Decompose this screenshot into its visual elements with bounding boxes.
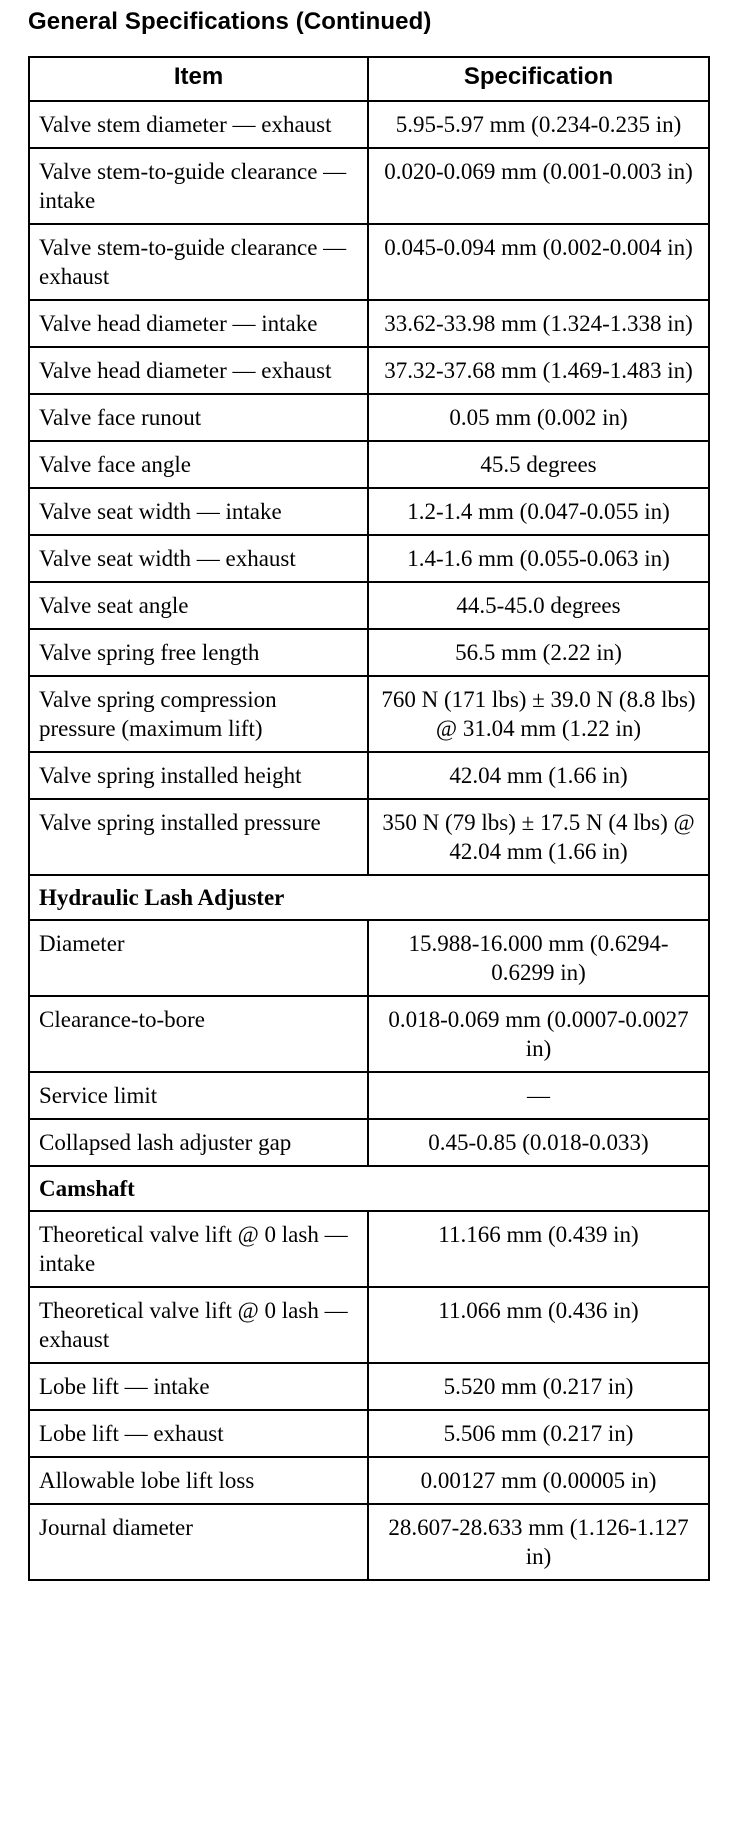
specification-cell: 56.5 mm (2.22 in) [368, 629, 709, 676]
specification-cell: 5.506 mm (0.217 in) [368, 1410, 709, 1457]
table-row [29, 920, 709, 996]
item-cell: Valve spring installed pressure [29, 799, 368, 875]
table-row [29, 1410, 709, 1457]
specification-cell: 350 N (79 lbs) ± 17.5 N (4 lbs) @ 42.04 mm (1.66 in) [368, 799, 709, 875]
item-cell: Valve stem-to-guide clearance — intake [29, 148, 368, 224]
specification-cell: 0.05 mm (0.002 in) [368, 394, 709, 441]
item-cell: Lobe lift — intake [29, 1363, 368, 1410]
specification-cell: 0.018-0.069 mm (0.0007-0.0027 in) [368, 996, 709, 1072]
item-cell: Lobe lift — exhaust [29, 1410, 368, 1457]
table-header-row [29, 57, 709, 101]
column-header-item: Item [29, 57, 368, 101]
table-row [29, 300, 709, 347]
table-row [29, 1457, 709, 1504]
specification-cell: 11.166 mm (0.439 in) [368, 1211, 709, 1287]
table-row [29, 1287, 709, 1363]
item-cell: Diameter [29, 920, 368, 996]
table-row [29, 629, 709, 676]
item-cell: Allowable lobe lift loss [29, 1457, 368, 1504]
item-cell: Valve seat width — exhaust [29, 535, 368, 582]
item-cell: Valve seat angle [29, 582, 368, 629]
column-header-specification: Specification [368, 57, 709, 101]
specification-cell: 0.00127 mm (0.00005 in) [368, 1457, 709, 1504]
table-row [29, 101, 709, 148]
table-row [29, 1072, 709, 1119]
specification-cell: 33.62-33.98 mm (1.324-1.338 in) [368, 300, 709, 347]
table-row [29, 1211, 709, 1287]
specification-cell: 760 N (171 lbs) ± 39.0 N (8.8 lbs) @ 31.04 mm (1.22 in) [368, 676, 709, 752]
item-cell: Valve spring compression pressure (maximum lift) [29, 676, 368, 752]
table-row [29, 148, 709, 224]
table-row [29, 441, 709, 488]
item-cell: Valve face runout [29, 394, 368, 441]
item-cell: Valve stem-to-guide clearance — exhaust [29, 224, 368, 300]
table-row [29, 1363, 709, 1410]
table-row [29, 799, 709, 875]
item-cell: Valve head diameter — exhaust [29, 347, 368, 394]
item-cell: Valve spring installed height [29, 752, 368, 799]
specification-cell: 45.5 degrees [368, 441, 709, 488]
item-cell: Theoretical valve lift @ 0 lash — intake [29, 1211, 368, 1287]
specification-cell: 42.04 mm (1.66 in) [368, 752, 709, 799]
item-cell: Valve head diameter — intake [29, 300, 368, 347]
table-row [29, 582, 709, 629]
item-cell: Theoretical valve lift @ 0 lash — exhaust [29, 1287, 368, 1363]
item-cell: Valve spring free length [29, 629, 368, 676]
table-row [29, 752, 709, 799]
page-title: General Specifications (Continued) [28, 8, 432, 35]
table-row [29, 488, 709, 535]
table-row [29, 394, 709, 441]
table-row [29, 996, 709, 1072]
table-row [29, 224, 709, 300]
table-body [29, 101, 709, 1580]
specification-cell: 0.020-0.069 mm (0.001-0.003 in) [368, 148, 709, 224]
section-header: Hydraulic Lash Adjuster [29, 875, 709, 920]
item-cell: Valve stem diameter — exhaust [29, 101, 368, 148]
specification-cell: 0.45-0.85 (0.018-0.033) [368, 1119, 709, 1166]
specification-cell: 5.95-5.97 mm (0.234-0.235 in) [368, 101, 709, 148]
specification-cell: 1.4-1.6 mm (0.055-0.063 in) [368, 535, 709, 582]
specification-cell: 5.520 mm (0.217 in) [368, 1363, 709, 1410]
section-header-row [29, 875, 709, 920]
item-cell: Clearance-to-bore [29, 996, 368, 1072]
item-cell: Journal diameter [29, 1504, 368, 1580]
item-cell: Collapsed lash adjuster gap [29, 1119, 368, 1166]
specification-cell: 0.045-0.094 mm (0.002-0.004 in) [368, 224, 709, 300]
specification-cell: 28.607-28.633 mm (1.126-1.127 in) [368, 1504, 709, 1580]
section-header: Camshaft [29, 1166, 709, 1211]
table-row [29, 535, 709, 582]
section-header-row [29, 1166, 709, 1211]
table-row [29, 676, 709, 752]
table-row [29, 1119, 709, 1166]
item-cell: Valve seat width — intake [29, 488, 368, 535]
specification-cell: — [368, 1072, 709, 1119]
specification-cell: 44.5-45.0 degrees [368, 582, 709, 629]
specification-cell: 11.066 mm (0.436 in) [368, 1287, 709, 1363]
specification-cell: 15.988-16.000 mm (0.6294-0.6299 in) [368, 920, 709, 996]
item-cell: Valve face angle [29, 441, 368, 488]
specifications-table [28, 56, 710, 1581]
table-row [29, 1504, 709, 1580]
specification-cell: 1.2-1.4 mm (0.047-0.055 in) [368, 488, 709, 535]
table-row [29, 347, 709, 394]
specification-cell: 37.32-37.68 mm (1.469-1.483 in) [368, 347, 709, 394]
item-cell: Service limit [29, 1072, 368, 1119]
